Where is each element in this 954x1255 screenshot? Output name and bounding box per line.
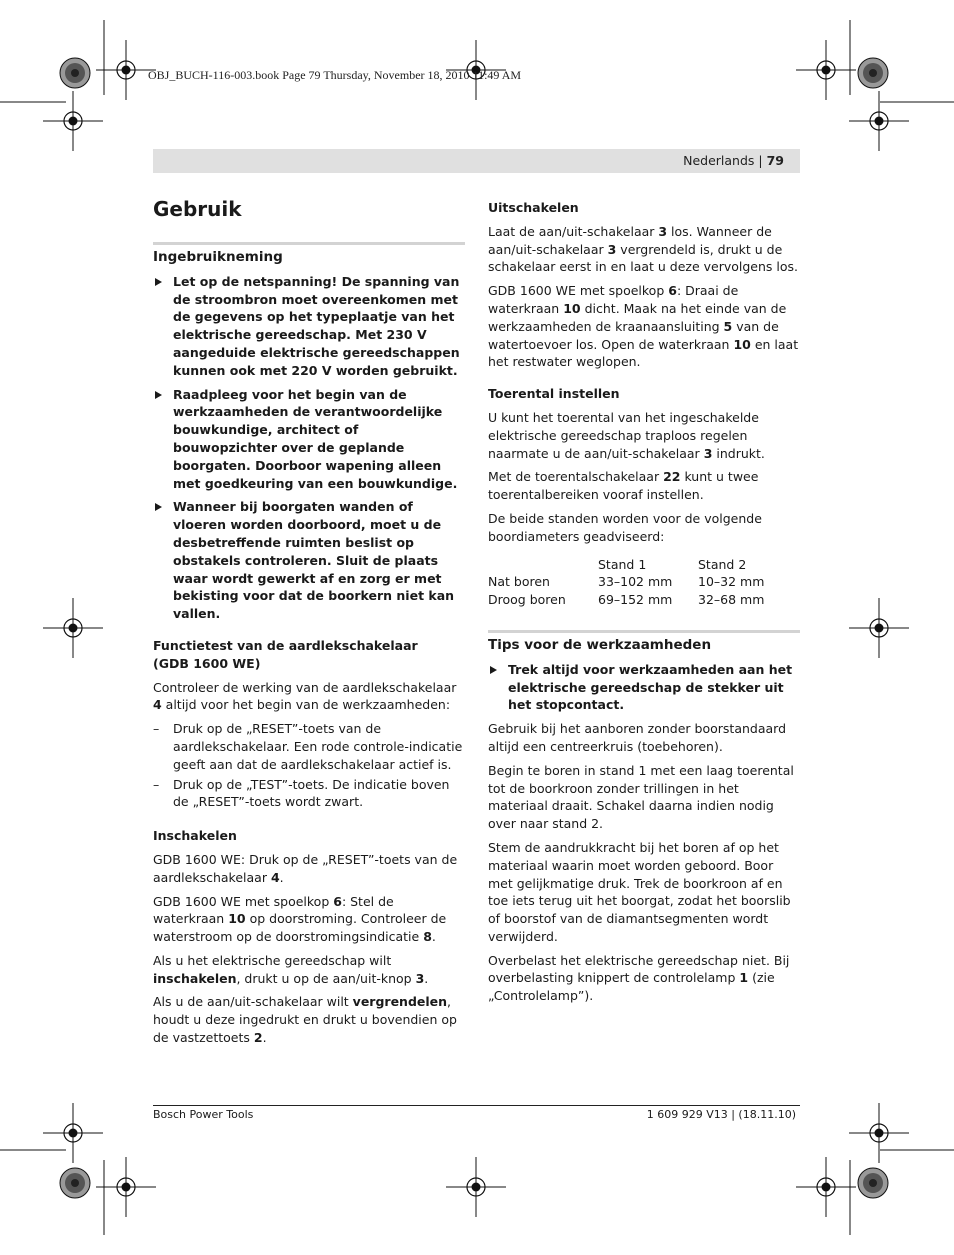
paragraph: Met de toerentalschakelaar 22 kunt u twee toerentalbereiken vooraf instellen. bbox=[488, 469, 759, 503]
section-heading-ingebruikneming: Ingebruikneming bbox=[153, 249, 283, 265]
header-text bbox=[683, 153, 784, 168]
dash-text: Druk op de „RESET”-toets van de aardlekschakelaar. Een rode controle-indicatie geeft aan dat de aardlekschakelaar actief is. bbox=[173, 721, 463, 772]
bullet-triangle-icon bbox=[155, 503, 162, 511]
table-header-cell: Stand 2 bbox=[698, 556, 747, 572]
warning-bullet bbox=[488, 661, 800, 714]
dash-item bbox=[153, 776, 465, 812]
subheading-uitschakelen: Uitschakelen bbox=[488, 200, 579, 215]
bullet-triangle-icon bbox=[155, 278, 162, 286]
table-cell: Droog boren bbox=[488, 592, 566, 608]
dash-item bbox=[153, 720, 465, 773]
paragraph: Als u het elektrische gereedschap wilt inschakelen, drukt u op de aan/uit-knop 3. bbox=[153, 952, 429, 986]
table-header-cell bbox=[488, 556, 598, 574]
paragraph: U kunt het toerental van het ingeschakelde elektrische gereedschap traploos regelen naarmate u de aan/uit-schakelaar 3 indrukt. bbox=[488, 409, 765, 461]
section-heading-tips: Tips voor de werkzaamheden bbox=[488, 636, 712, 653]
print-info: OBJ_BUCH-116-003.book Page 79 Thursday, November 18, 2010 11:49 AM bbox=[148, 68, 522, 82]
page-title: Gebruik bbox=[153, 197, 242, 221]
speed-table bbox=[488, 556, 764, 609]
table-row bbox=[488, 591, 764, 609]
right-column bbox=[488, 199, 800, 1011]
paragraph: Begin te boren in stand 1 met een laag toerental tot de boorkroon zonder trillingen in het materiaal draait. Schakel daarna indien nodig over naar stand 2. bbox=[488, 762, 794, 832]
paragraph: Controleer de werking van de aardlekschakelaar 4 altijd voor het begin van de werkzaamheden: bbox=[153, 679, 457, 713]
paragraph: Als u de aan/uit-schakelaar wilt vergrendelen, houdt u deze ingedrukt en drukt u bovendien op de vastzettoets 2. bbox=[153, 994, 457, 1046]
subheading-functietest bbox=[153, 637, 465, 673]
table-cell: 32–68 mm bbox=[698, 592, 765, 608]
warning-bullet bbox=[153, 273, 465, 380]
subheading-line: Functietest van de aardlekschakelaar bbox=[153, 637, 418, 653]
paragraph: GDB 1600 WE met spoelkop 6: Stel de waterkraan 10 op doorstroming. Controleer de waterstroom op de doorstromingsindicatie 8. bbox=[153, 893, 447, 945]
footer-rule bbox=[153, 1105, 800, 1106]
footer-doc-number: 1 609 929 V13 | (18.11.10) bbox=[646, 1108, 796, 1121]
table-cell: 10–32 mm bbox=[698, 574, 765, 590]
table-cell: Nat boren bbox=[488, 574, 550, 590]
bullet-text: Trek altijd voor werkzaamheden aan het elektrische gereedschap de stekker uit het stopcontact. bbox=[508, 661, 793, 713]
subheading-toerental: Toerental instellen bbox=[488, 386, 620, 402]
page-header bbox=[153, 149, 800, 173]
table-row bbox=[488, 573, 764, 591]
dash-marker: – bbox=[153, 721, 160, 737]
bullet-triangle-icon bbox=[155, 391, 162, 399]
paragraph: Gebruik bij het aanboren zonder boorstandaard altijd een centreerkruis (toebehoren). bbox=[488, 721, 787, 754]
paragraph: Overbelast het elektrische gereedschap niet. Bij overbelasting knippert de controlelamp 1 (zie „Controlelamp”). bbox=[488, 952, 790, 1004]
table-header-cell: Stand 1 bbox=[598, 556, 647, 572]
left-column bbox=[153, 197, 465, 1053]
subheading-line: (GDB 1600 WE) bbox=[153, 655, 261, 671]
warning-bullet bbox=[153, 498, 465, 623]
subheading-inschakelen: Inschakelen bbox=[153, 828, 237, 844]
table-cell: 33–102 mm bbox=[598, 574, 673, 590]
page-number: 79 bbox=[766, 153, 784, 168]
footer-brand: Bosch Power Tools bbox=[153, 1108, 254, 1121]
bullet-text: Raadpleeg voor het begin van de werkzaamheden de verantwoordelijke bouwkundige, architect of bouwopzichter over de geplande boorgaten. Doorboor wapening alleen met goedkeuring van een bouwkundige. bbox=[173, 386, 458, 491]
dash-text: Druk op de „TEST”-toets. De indicatie boven de „RESET”-toets wordt zwart. bbox=[173, 776, 450, 810]
paragraph: GDB 1600 WE: Druk op de „RESET”-toets van de aardlekschakelaar 4. bbox=[153, 851, 458, 885]
bullet-text: Let op de netspanning! De spanning van de stroombron moet overeenkomen met de gegevens op het typeplaatje van het elektrische gereedschap. Met 230 V aangeduide elektrische gereedschappen kunnen ook met 220 V worden gebruikt. bbox=[173, 273, 460, 378]
header-language: Nederlands bbox=[683, 153, 755, 168]
bullet-triangle-icon bbox=[490, 666, 497, 674]
table-cell: 69–152 mm bbox=[598, 592, 673, 608]
dash-marker: – bbox=[153, 776, 160, 792]
table-header-row bbox=[488, 556, 764, 574]
paragraph: Laat de aan/uit-schakelaar 3 los. Wanneer de aan/uit-schakelaar 3 vergrendeld is, drukt u de schakelaar eerst in en laat u deze vervolgens los. bbox=[488, 223, 799, 275]
bullet-text: Wanneer bij boorgaten wanden of vloeren worden doorboord, moet u de desbetreffende ruimten beslist op obstakels controleren. Sluit de plaats waar wordt gewerkt af en zorg er met bekisting voor dat de boorkern niet kan vallen. bbox=[173, 499, 455, 622]
paragraph: GDB 1600 WE met spoelkop 6: Draai de waterkraan 10 dicht. Maak na het einde van de werkzaamheden de kraanaansluiting 5 van de watertoevoer los. Open de waterkraan 10 en laat het restwater weglopen. bbox=[488, 283, 799, 370]
paragraph: Stem de aandrukkracht bij het boren af op het materiaal waarin moet worden geboord. Boor met gelijkmatige druk. Trek de boorkroon af en toe iets terug uit het boorgat, zodat het boorslib of boorstof van de diamantsegmenten wordt verwijderd. bbox=[488, 839, 791, 944]
paragraph: De beide standen worden voor de volgende boordiameters geadviseerd: bbox=[488, 510, 762, 544]
header-separator: | bbox=[758, 153, 763, 168]
warning-bullet bbox=[153, 386, 465, 493]
